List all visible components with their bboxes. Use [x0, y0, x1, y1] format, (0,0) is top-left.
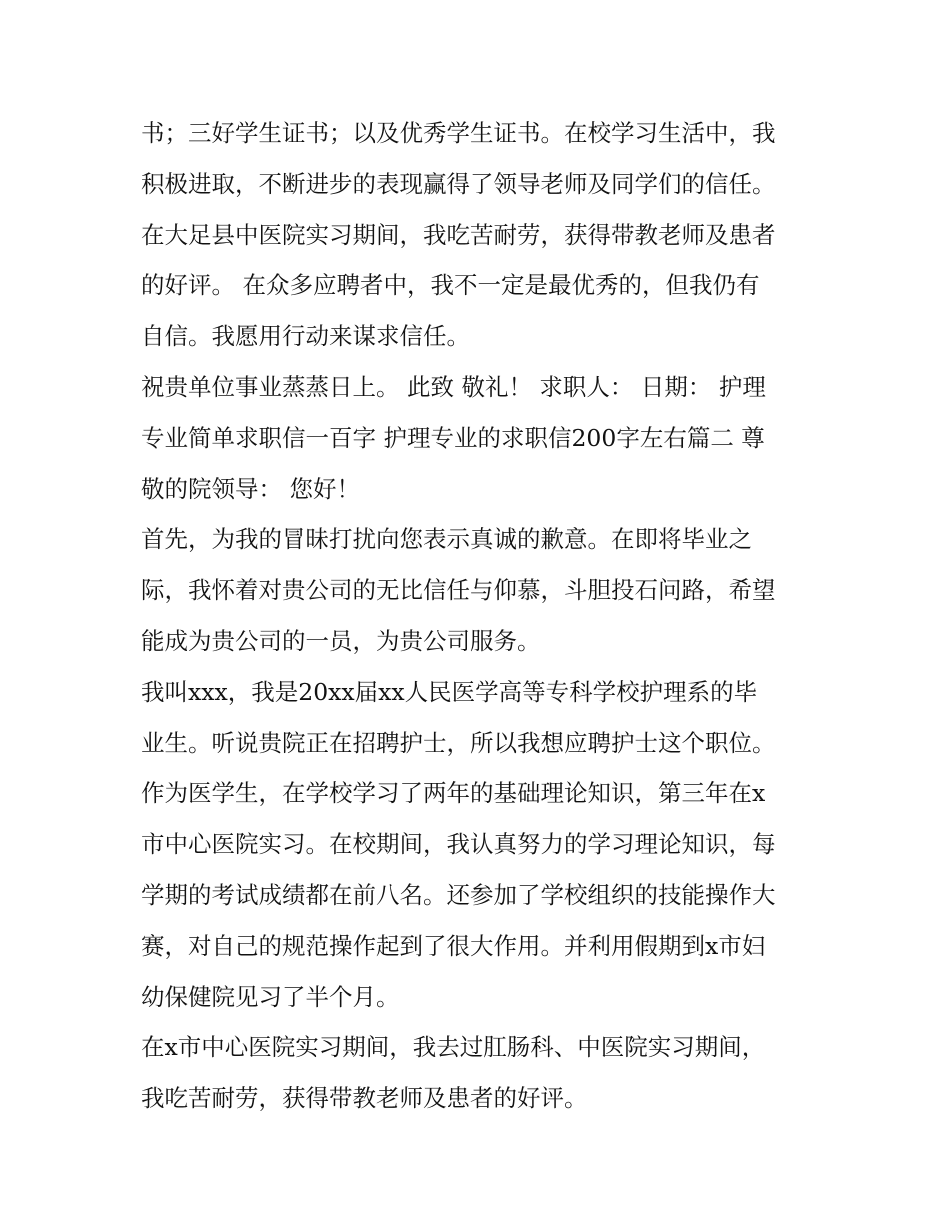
- text-line: 我叫xxx，我是20xx届xx人民医学高等专科学校护理系的毕: [141, 677, 758, 706]
- text-line: 专业简单求职信一百字 护理专业的求职信200字左右篇二 尊: [141, 423, 765, 452]
- text-line: 作为医学生，在学校学习了两年的基础理论知识，第三年在x: [141, 779, 766, 808]
- text-line: 市中心医院实习。在校期间，我认真努力的学习理论知识，每: [141, 830, 776, 859]
- text-line: 的好评。 在众多应聘者中，我不一定是最优秀的，但我仍有: [141, 271, 760, 300]
- text-line: 书；三好学生证书；以及优秀学生证书。在校学习生活中，我: [141, 119, 776, 147]
- text-line: 幼保健院见习了半个月。: [141, 982, 400, 1011]
- text-line: 祝贵单位事业蒸蒸日上。 此致 敬礼！ 求职人： 日期： 护理: [141, 372, 766, 401]
- text-line: 我吃苦耐劳，获得带教老师及患者的好评。: [141, 1084, 588, 1113]
- paragraph-3: [141, 514, 813, 666]
- text-line: 学期的考试成绩都在前八名。还参加了学校组织的技能操作大: [141, 880, 776, 909]
- text-line: 敬的院领导： 您好！: [141, 474, 360, 503]
- text-line: 业生。听说贵院正在招聘护士，所以我想应聘护士这个职位。: [141, 728, 776, 757]
- document-body: [141, 108, 813, 1124]
- text-line: 在大足县中医院实习期间，我吃苦耐劳，获得带教老师及患者: [141, 220, 776, 249]
- text-line: 积极进取，不断进步的表现赢得了领导老师及同学们的信任。: [141, 169, 776, 198]
- text-line: 际，我怀着对贵公司的无比信任与仰慕，斗胆投石问路，希望: [141, 576, 776, 605]
- text-line: 在x市中心医院实习期间，我去过肛肠科、中医院实习期间，: [141, 1033, 766, 1062]
- paragraph-1: [141, 108, 813, 362]
- text-line: 自信。我愿用行动来谋求信任。: [141, 322, 470, 351]
- text-line: 首先，为我的冒昧打扰向您表示真诚的歉意。在即将毕业之: [141, 525, 752, 554]
- paragraph-2: [141, 362, 813, 514]
- text-line: 能成为贵公司的一员，为贵公司服务。: [141, 626, 541, 655]
- paragraph-4: [141, 667, 813, 1023]
- text-line: 赛，对自己的规范操作起到了很大作用。并利用假期到x市妇: [141, 931, 766, 960]
- paragraph-5: [141, 1022, 813, 1124]
